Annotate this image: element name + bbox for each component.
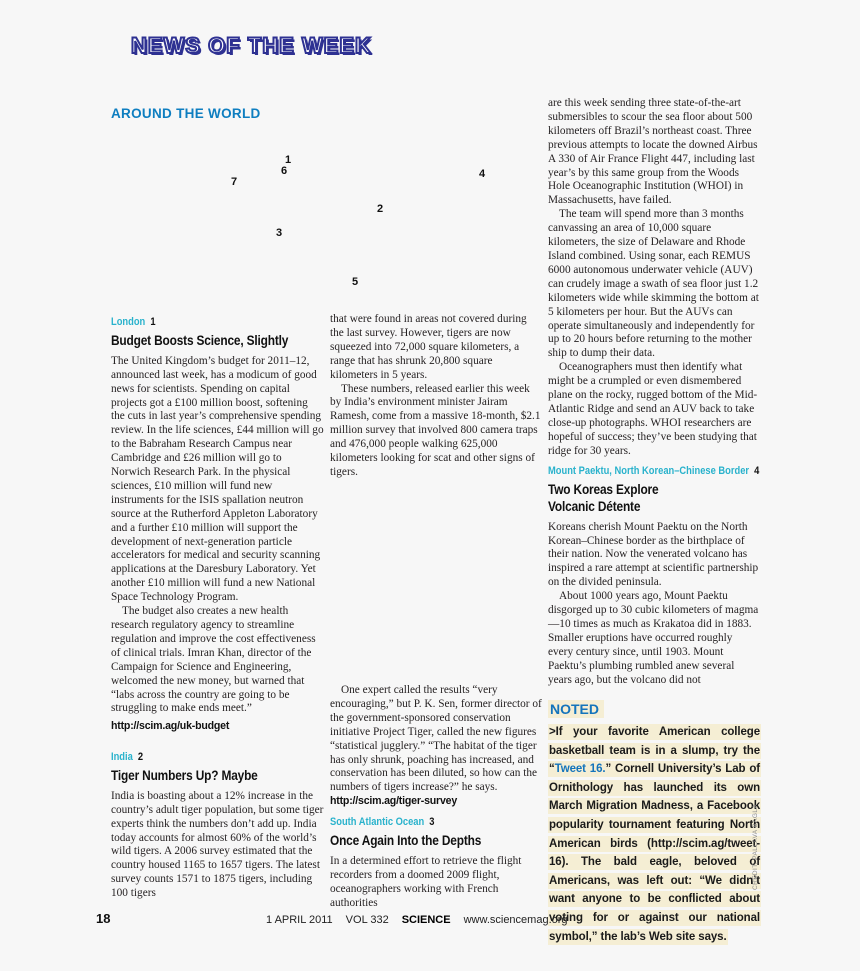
footer-journal-name: SCIENCE [401,914,451,926]
dateline-city: Mount Paektu, North Korean–Chinese Border [548,465,750,477]
headline-tiger: Tiger Numbers Up? Maybe [111,767,258,783]
footer-url: www.sciencemag.org [463,914,568,926]
tiger-survey-link[interactable]: http://scim.ag/tiger-survey [330,795,458,808]
noted-body [548,724,761,945]
budget-paragraph-1: The United Kingdom’s budget for 2011–12, announced last week, has a modicum of good news for scientists. Spending on capital projects got a £100 million boost, softening the cuts in last year’s comprehensive spending review. In the life sciences, £44 million will go to the Babraham Research Campus near Cambridge and £26 million will go to Norwich Research Park. In the physical sciences, £10 million will fund new instruments for the ISIS spallation neutron source at the Rutherford Appleton Laboratory and a further £10 million will support the development of next-generation particle accelerators for medical and security scanning applications at the Daresbury Laboratory. Yet another £10 million will fund a new National Space Technology Program. [111,354,324,604]
koreas-paragraph-2: About 1000 years ago, Mount Paektu disgorged up to 30 cubic kilometers of magma—10 times as much as Krakatoa did in 1883. Smaller eruptions have occurred roughly every century since, until 1903. Mount Paektu’s plumbing rumbled anew several years ago, but the volcano did not [548,590,759,686]
article-tiger [111,751,324,901]
depths-paragraph-3: Oceanographers must then identify what might be a crumpled or even dismembered plane on the rocky, rugged bottom of the Mid-Atlantic Ridge and send an AUV back to take close-up photographs. WHOI researchers are hopeful of success; they’ve been studying that ridge for 30 years. [548,361,758,457]
map-marker-5: 5 [352,276,359,288]
noted-heading: NOTED [548,700,604,718]
footer-date: 1 APRIL 2011 [266,914,333,926]
headline-koreas-line1: Two Koreas Explore [548,481,659,497]
map-marker-7: 7 [231,176,238,188]
photo-credit: CREDIT: PALLAVA BAGLA [752,803,759,890]
uk-budget-link[interactable]: http://scim.ag/uk-budget [111,720,230,733]
noted-text [548,723,761,946]
dateline-south-atlantic [330,816,511,828]
dateline-marker-number: 3 [429,816,435,828]
article-depths-continued [548,97,759,459]
dateline-marker-number: 4 [754,465,760,477]
dateline-city: South Atlantic Ocean [330,816,425,828]
tiger-paragraph-3 [330,684,543,809]
koreas-paragraph-1: Koreans cherish Mount Paektu on the North Korean–Chinese border as the birthplace of their nation. Now the venerated volcano has inspired a rare attempt at scientific partnership on the divided peninsula. [548,520,759,589]
map-marker-6: 6 [281,165,288,177]
dateline-marker-number: 2 [137,751,144,763]
map-marker-2: 2 [377,203,384,215]
dateline-city: India [111,751,133,763]
footer-volume: VOL 332 [345,914,389,926]
news-of-the-week-logo: NEWS OF THE WEEK [131,33,372,58]
article-tiger-expert [330,684,543,809]
tiger-paragraph-1-continued: that were found in areas not covered during the last survey. However, tigers are now squeezed into 72,000 square kilometers, a range that has shrunk 20,800 square kilometers in 5 years. [330,313,527,381]
headline-budget: Budget Boosts Science, Slightly [111,332,289,348]
footer-meta [266,914,568,926]
tiger-paragraph-1-left: India is boasting about a 12% increase in the country’s adult tiger population, but some tiger experts think the numbers don’t add up. India today accounts for almost 60% of the world’s wild tigers. A 2006 survey estimated that the country housed 1165 to 1657 tigers. The latest survey counts 1571 to 1875 tigers, including 100 tigers [111,789,324,900]
dateline-india [111,751,292,763]
depths-paragraph-2: The team will spend more than 3 months canvassing an area of 10,000 square kilometers, the size of Delaware and Rhode Island combined. Using sonar, each REMUS 6000 autonomous underwater vehicle (AUV) can crudely image a swath of sea floor just 1.2 kilometers wide while skimming the bottom at 5 kilometers per hour. But the AUVs can operate simultaneously and independently for up to 20 hours before returning to the mother ship to dump their data. [548,208,759,360]
section-title-around-the-world: AROUND THE WORLD [111,106,261,121]
page-number: 18 [96,911,111,926]
tweet-16-link[interactable]: Tweet 16. [554,763,606,776]
dateline-city: London [111,316,146,328]
noted-text-before: >If your favorite American college basketball team is in a slump, try the “ [549,726,760,776]
headline-koreas-line2: Volcanic Détente [548,497,641,514]
map-marker-4: 4 [479,168,486,180]
map-marker-3: 3 [276,227,283,239]
map-marker-1: 1 [285,154,292,166]
depths-paragraph-1-mid: In a determined effort to retrieve the flight recorders from a doomed 2009 flight, oceanographers working with French authorities [330,854,522,909]
depths-paragraph-1-continued: are this week sending three state-of-the-art submersibles to scour the sea floor about 500 kilometers off Brazil’s northeast coast. Three previous attempts to locate the downed Airbus A 330 of Air France Flight 447, including last year’s by this same group from the Woods Hole Oceanographic Institution (WHOI) in Massachusetts, have failed. [548,97,758,207]
noted-box [548,700,761,946]
article-koreas [548,465,759,687]
headline-depths: Once Again Into the Depths [330,832,482,848]
article-budget [111,316,324,734]
tiger-paragraph-2: These numbers, released earlier this week by India’s environment minister Jairam Ramesh, come from a massive 18-month, $2.1 million survey that involved 800 camera traps and 476,000 people walking 625,000 kilometers looking for scat and other signs of tigers. [330,382,541,478]
dateline-mount-paektu [548,465,760,477]
noted-text-after: ” Cornell University’s Lab of Ornithology has launched its own March Migration Madness, a Facebook popularity tournament featuring North American birds (http://scim.ag/tweet-16). The bald eagle, beloved of Americans, was left out: “We didn’t want anyone to be conflicted about voting for or against our national symbol,” the lab’s Web site says. [549,763,760,943]
budget-paragraph-2: The budget also creates a new health research regulatory agency to streamline regulation and improve the cost effectiveness of clinical trials. Imran Khan, director of the Campaign for Science and Engineering, welcomed the new money, but warned that “labs across the country are going to be struggling to make ends meet.” [111,605,316,715]
article-depths [330,816,543,910]
dateline-marker-number: 1 [150,316,156,328]
tiger-paragraph-3-text: One expert called the results “very encouraging,” but P. K. Sen, former director of the government-sponsored conservation initiative Project Tiger, called the new figures “statistical jugglery.” “The habitat of the tiger has only shrunk, poaching has increased, and conservation has been diluted, so how can the numbers of tigers increase?” he says. [330,684,542,794]
article-tiger-continued [330,313,543,480]
dateline-london [111,316,292,328]
